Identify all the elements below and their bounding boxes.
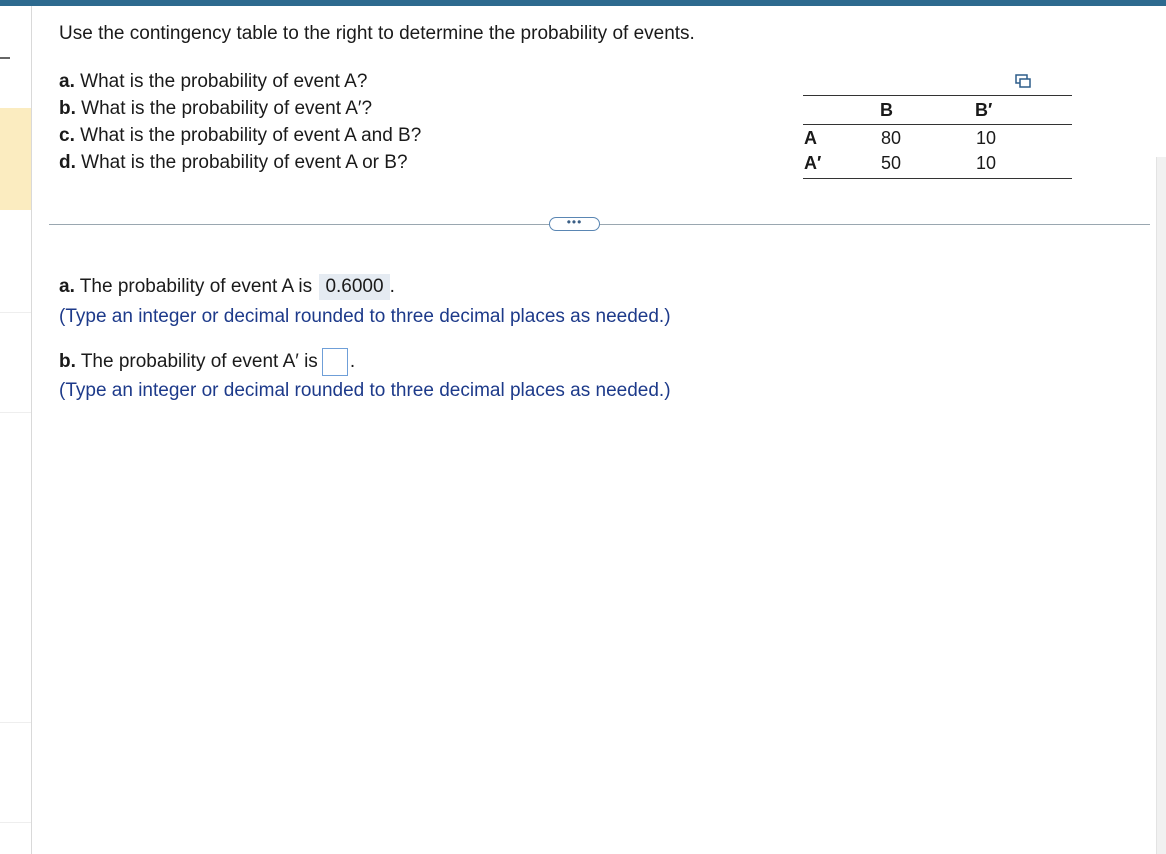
- show-more-button[interactable]: •••: [549, 217, 600, 231]
- table-cell: 50: [881, 153, 902, 173]
- table-header-rule: [803, 124, 1072, 125]
- table-cell: 10: [976, 153, 997, 173]
- answer-b-hint: (Type an integer or decimal rounded to three decimal places as needed.): [59, 380, 671, 401]
- copy-table-icon[interactable]: [1015, 74, 1031, 88]
- rail-marker: [0, 57, 10, 59]
- question-item-d: d. What is the probability of event A or B?: [59, 152, 408, 173]
- rail-separator: [0, 822, 31, 823]
- contingency-table: [778, 84, 1072, 184]
- question-prompt: Use the contingency table to the right to determine the probability of events.: [59, 23, 695, 44]
- rail-separator: [0, 312, 31, 313]
- question-item-b: b. What is the probability of event A′?: [59, 98, 373, 119]
- table-col-header: B′: [975, 100, 993, 120]
- scrollbar-track[interactable]: [1156, 157, 1166, 854]
- table-cell: 10: [976, 128, 997, 148]
- answer-a-line: a. The probability of event A is 0.6000 .: [59, 274, 395, 300]
- answer-b-line: b. The probability of event A′ is .: [59, 348, 355, 376]
- question-list: [59, 68, 421, 176]
- rail-separator: [0, 722, 31, 723]
- table-row-label: A: [804, 128, 817, 148]
- table-top-rule: [803, 95, 1072, 96]
- question-item-a: a. What is the probability of event A?: [59, 71, 368, 92]
- table-bottom-rule: [803, 178, 1072, 179]
- table-cell: 80: [881, 128, 902, 148]
- top-accent-bar: [0, 0, 1166, 6]
- rail-separator: [0, 412, 31, 413]
- question-item-c: c. What is the probability of event A and B?: [59, 125, 422, 146]
- answer-b-input[interactable]: [323, 349, 347, 375]
- answer-a-hint: (Type an integer or decimal rounded to three decimal places as needed.): [59, 306, 671, 327]
- table-row-label: A′: [804, 153, 822, 173]
- table-col-header: B: [880, 100, 893, 120]
- rail-current-question-highlight[interactable]: [0, 108, 31, 210]
- answer-a-value[interactable]: 0.6000: [319, 274, 389, 300]
- answer-b-input-box[interactable]: [322, 348, 348, 376]
